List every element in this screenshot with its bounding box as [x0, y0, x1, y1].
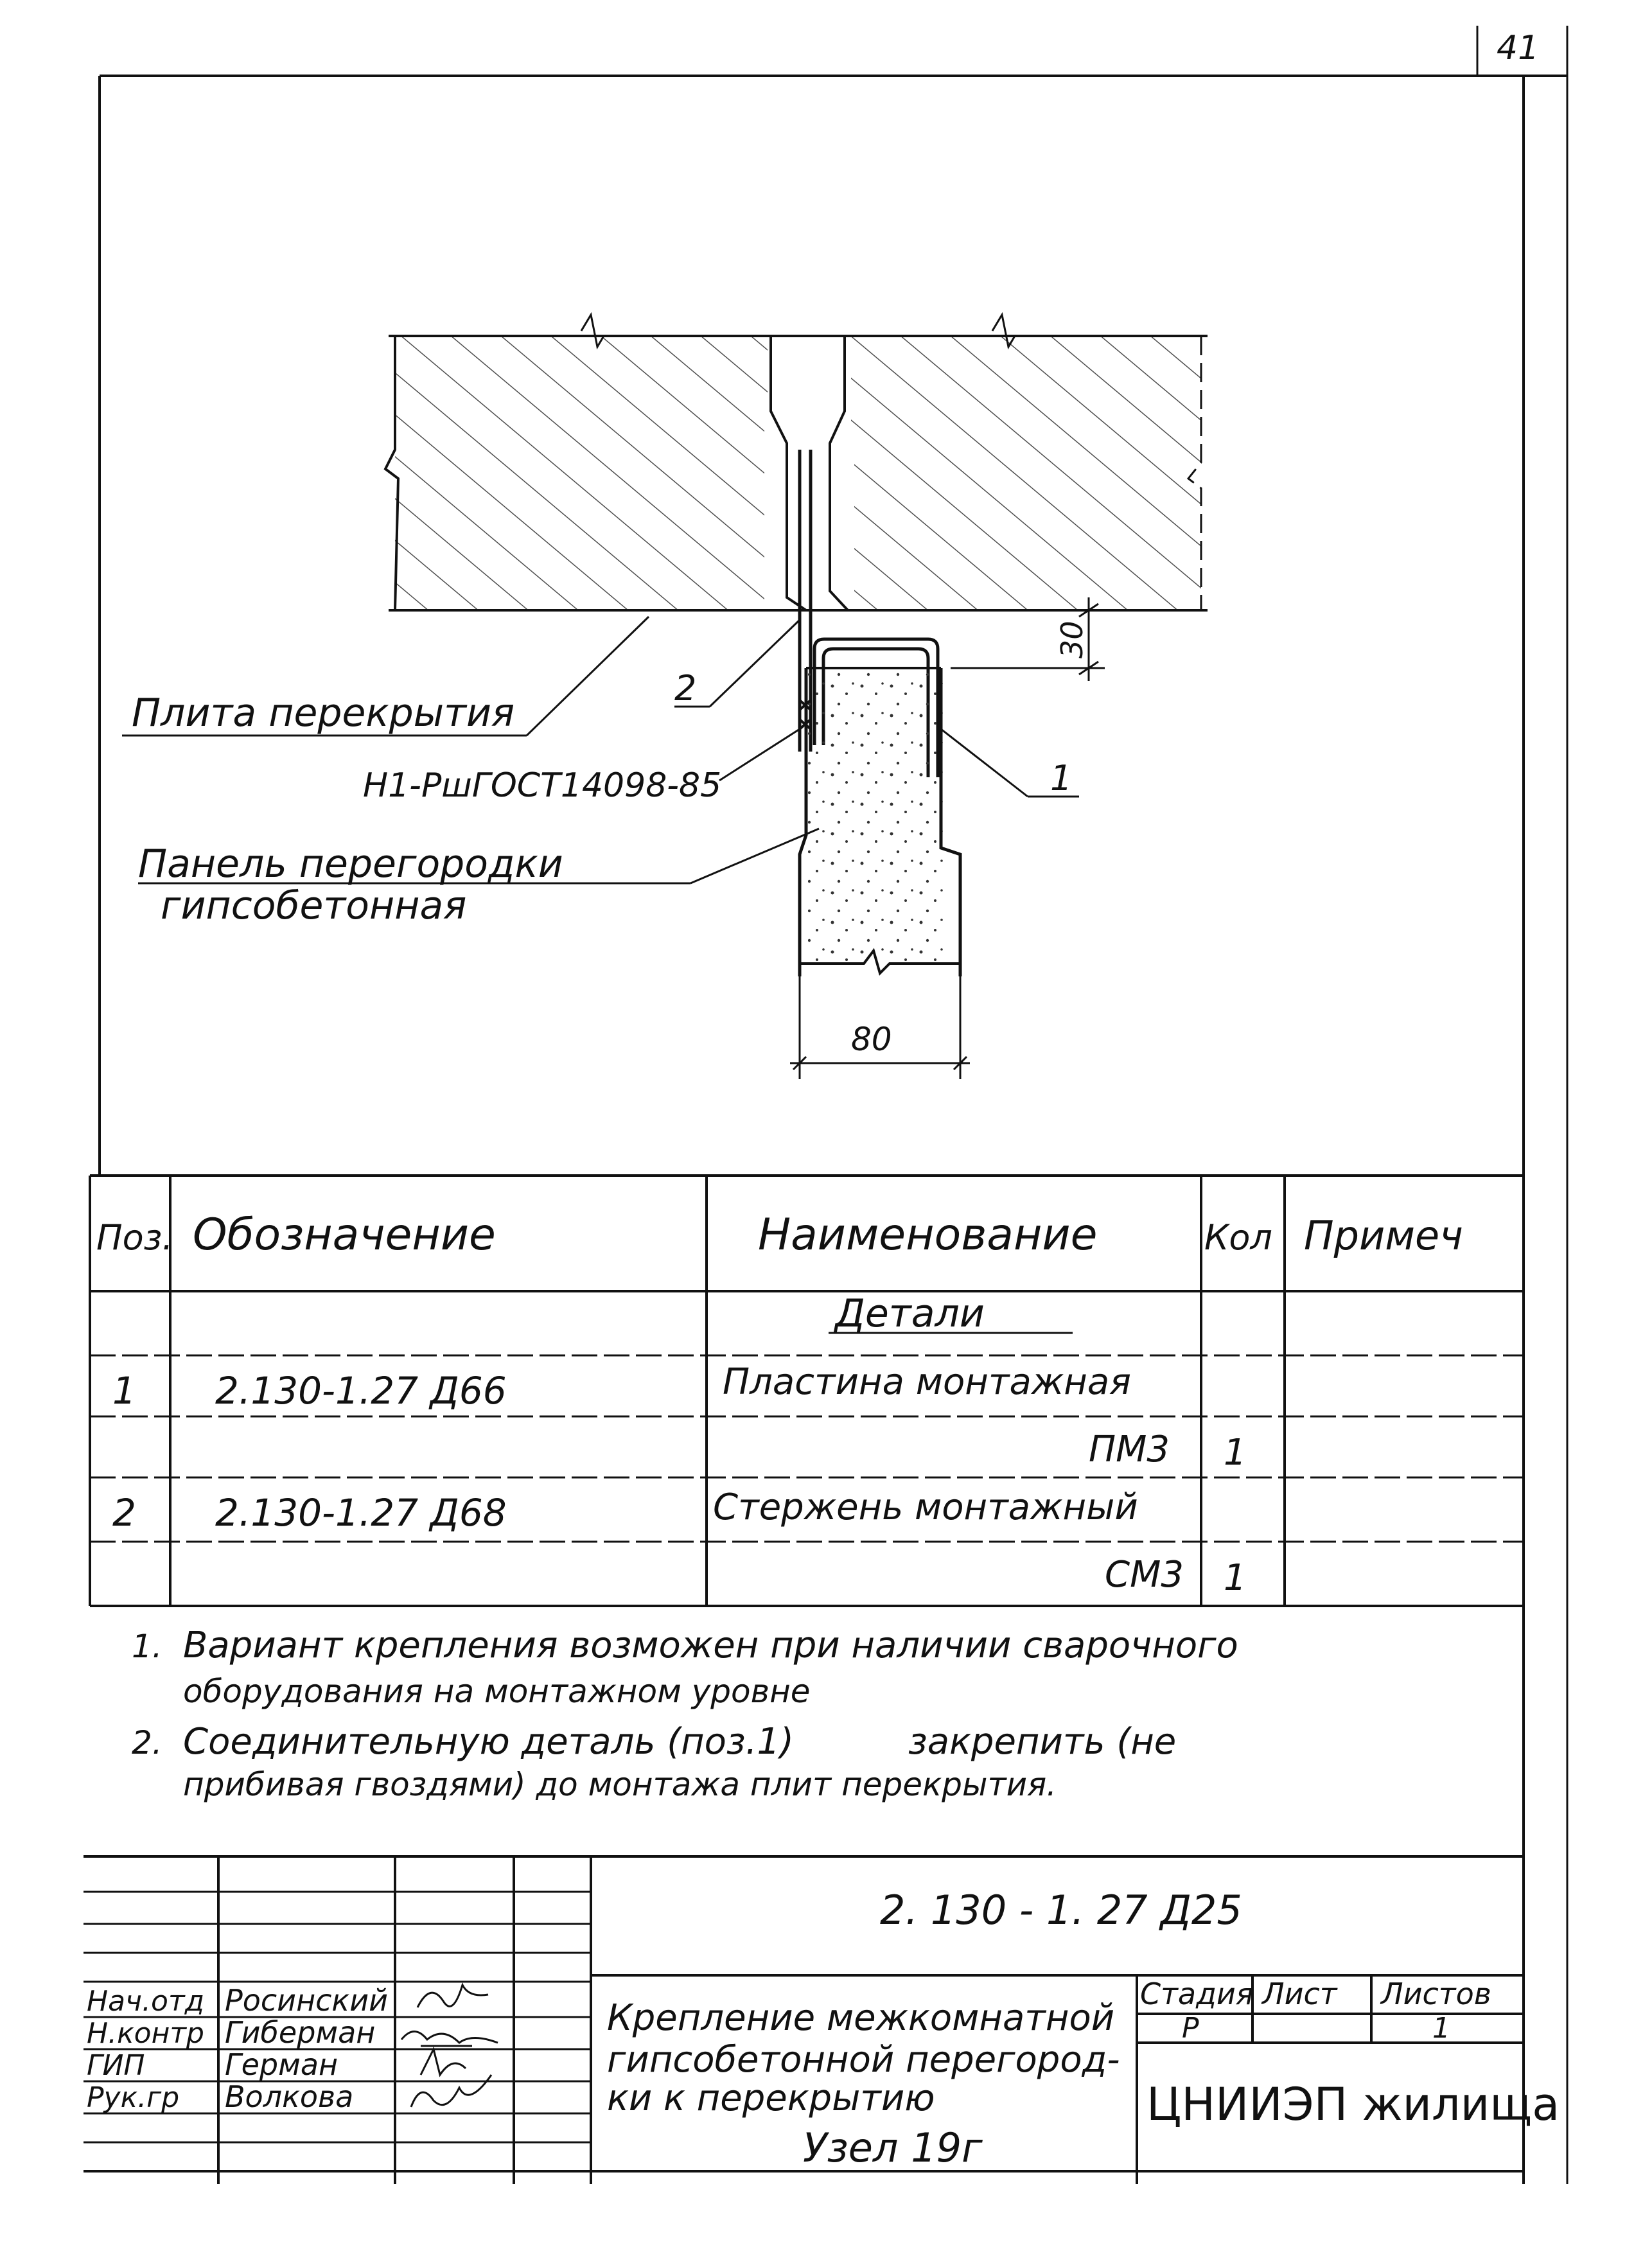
- row-1-designation: 2.130-1.27 Д66: [215, 1369, 507, 1413]
- signature-4: [411, 2075, 491, 2107]
- notes: [132, 1625, 1238, 1803]
- role-3: ГИП: [87, 2049, 145, 2082]
- row-2-pos: 2: [112, 1491, 136, 1535]
- note-2-line-2: прибивая гвоздями) до монтажа плит перекрытия.: [183, 1766, 1057, 1803]
- callout-1: 1: [1050, 758, 1073, 798]
- row-1-qty: 1: [1224, 1432, 1247, 1474]
- row-2-qty: 1: [1224, 1557, 1247, 1599]
- label-panel-1: Панель перегородки: [138, 842, 563, 886]
- row-1-name: Пластина монтажная: [723, 1361, 1131, 1403]
- row-2-name-cont: СМ3: [1105, 1554, 1184, 1596]
- sheets-label: Листов: [1381, 1977, 1491, 2011]
- header-name: Наименование: [758, 1210, 1098, 1260]
- role-2-name: Гиберман: [225, 2015, 376, 2050]
- role-row: [87, 2015, 498, 2050]
- label-panel-2: гипсобетонная: [161, 883, 467, 928]
- dimension-gap-value: 30: [1055, 621, 1089, 658]
- header-qty: Кол: [1204, 1217, 1272, 1258]
- header-pos: Поз.: [96, 1217, 173, 1258]
- signature-1: [417, 1985, 488, 2007]
- dimension-width-value: 80: [851, 1021, 892, 1058]
- note-1-num: 1.: [132, 1628, 163, 1665]
- spec-table: [90, 1176, 1524, 1606]
- row-2-name: Стержень монтажный: [713, 1486, 1138, 1528]
- row-1-name-cont: ПМ3: [1089, 1429, 1170, 1470]
- organization: ЦНИИЭП жилища: [1147, 2078, 1560, 2131]
- role-4: Рук.гр: [87, 2081, 180, 2114]
- title-block: [83, 1856, 1560, 2184]
- role-row: [87, 1983, 488, 2018]
- signature-2: [401, 2032, 498, 2043]
- title-line-2: гипсобетонной перегород-: [607, 2039, 1120, 2081]
- row-1-pos: 1: [112, 1369, 136, 1413]
- node-drawing: [122, 315, 1208, 1079]
- header-note: Примеч: [1304, 1212, 1463, 1259]
- role-row: [87, 2046, 472, 2082]
- role-1: Нач.отд: [87, 1985, 205, 2018]
- note-1-line-1: Вариант крепления возможен при наличии сварочного: [183, 1625, 1238, 1666]
- row-2-designation: 2.130-1.27 Д68: [215, 1491, 507, 1535]
- section-details: Детали: [835, 1291, 985, 1336]
- title-line-1: Крепление межкомнатной: [607, 1997, 1115, 2039]
- role-4-name: Волкова: [225, 2079, 354, 2114]
- partition-panel: [800, 668, 960, 976]
- role-1-name: Росинский: [225, 1983, 389, 2018]
- label-weld: Н1-РшГОСТ14098-85: [363, 766, 722, 805]
- note-2-num: 2.: [132, 1724, 163, 1761]
- header-designation: Обозначение: [193, 1210, 496, 1260]
- label-slab: Плита перекрытия: [132, 691, 515, 736]
- sheet-number: 41: [1497, 29, 1540, 67]
- sheets-value: 1: [1432, 2012, 1450, 2045]
- sheet-label: Лист: [1262, 1977, 1337, 2011]
- title-line-3: ки к перекрытию: [607, 2077, 935, 2119]
- floor-slab: [385, 315, 1208, 617]
- signature-3: [421, 2046, 472, 2075]
- callout-2: 2: [674, 668, 697, 709]
- document-code: 2. 130 - 1. 27 Д25: [880, 1887, 1242, 1934]
- title-line-4: Узел 19г: [803, 2124, 983, 2171]
- stage-value: Р: [1182, 2012, 1199, 2045]
- role-3-name: Герман: [225, 2047, 338, 2082]
- stage-label: Стадия: [1140, 1977, 1254, 2011]
- role-2: Н.контр: [87, 2017, 204, 2050]
- note-2-line-1: Соединительную деталь (поз.1) закрепить (не: [183, 1721, 1177, 1763]
- note-1-line-2: оборудования на монтажном уровне: [183, 1673, 811, 1710]
